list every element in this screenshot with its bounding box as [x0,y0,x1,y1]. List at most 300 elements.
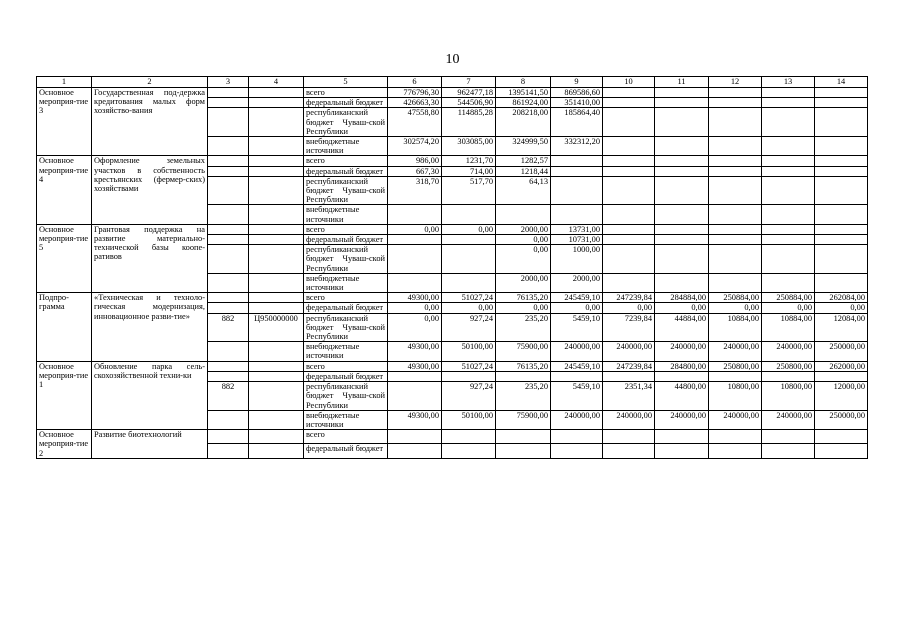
amount-cell: 0,00 [551,303,603,313]
amount-cell [655,444,709,458]
table-row [37,430,868,444]
amount-cell [815,137,868,156]
budget-code-cell [249,430,304,444]
amount-cell: 250884,00 [762,293,815,303]
budget-table [36,76,868,459]
amount-cell [709,245,762,274]
amount-cell: 7239,84 [603,313,655,342]
budget-code-cell [249,88,304,98]
column-number-3: 3 [208,77,249,88]
table-row [37,224,868,234]
column-number-11: 11 [655,77,709,88]
amount-cell [815,166,868,176]
amount-cell: 302574,20 [388,137,442,156]
amount-cell [603,176,655,205]
amount-cell: 0,00 [388,313,442,342]
page-number: 10 [445,52,460,67]
amount-cell: 5459,10 [551,313,603,342]
amount-cell: 0,00 [496,235,551,245]
column-number-13: 13 [762,77,815,88]
amount-cell [709,98,762,108]
amount-cell: 75900,00 [496,410,551,429]
amount-cell [442,273,496,292]
budget-code-cell [249,108,304,137]
table-row [37,293,868,303]
column-number-7: 7 [442,77,496,88]
column-number-9: 9 [551,77,603,88]
grbs-code-cell [208,166,249,176]
amount-cell [762,235,815,245]
budget-code-cell [249,361,304,371]
amount-cell: 517,70 [442,176,496,205]
grbs-code-cell [208,156,249,166]
amount-cell [655,88,709,98]
amount-cell [655,371,709,381]
funding-source-cell: внебюджетные источники [304,205,388,224]
amount-cell: 247239,84 [603,293,655,303]
amount-cell: 114885,28 [442,108,496,137]
amount-cell [442,430,496,444]
amount-cell: 0,00 [815,303,868,313]
amount-cell: 240000,00 [709,342,762,361]
amount-cell: 0,00 [388,303,442,313]
budget-code-cell [249,137,304,156]
amount-cell: 284800,00 [655,361,709,371]
amount-cell: 250884,00 [709,293,762,303]
funding-source-cell: республиканский бюджет Чуваш-ской Республики [304,176,388,205]
amount-cell: 240000,00 [655,410,709,429]
activity-type-cell: Основное мероприя-тие 4 [37,156,92,224]
amount-cell: 927,24 [442,313,496,342]
grbs-code-cell: 882 [208,382,249,411]
activity-type-cell: Основное мероприя-тие 5 [37,224,92,292]
amount-cell [815,235,868,245]
amount-cell: 240000,00 [709,410,762,429]
amount-cell: 10731,00 [551,235,603,245]
amount-cell: 262084,00 [815,293,868,303]
amount-cell: 2351,34 [603,382,655,411]
amount-cell [815,273,868,292]
funding-source-cell: республиканский бюджет Чуваш-ской Республики [304,382,388,411]
amount-cell [388,235,442,245]
funding-source-cell: федеральный бюджет [304,303,388,313]
amount-cell: 49300,00 [388,342,442,361]
amount-cell: 250000,00 [815,410,868,429]
column-number-1: 1 [37,77,92,88]
amount-cell [603,371,655,381]
amount-cell: 869586,60 [551,88,603,98]
amount-cell [442,205,496,224]
amount-cell: 240000,00 [551,342,603,361]
amount-cell: 50100,00 [442,342,496,361]
amount-cell [762,371,815,381]
amount-cell: 986,00 [388,156,442,166]
column-number-row [37,77,868,88]
table-row [37,88,868,98]
funding-source-cell: федеральный бюджет [304,444,388,458]
amount-cell: 2000,00 [496,224,551,234]
amount-cell: 10800,00 [762,382,815,411]
amount-cell: 1000,00 [551,245,603,274]
funding-source-cell: внебюджетные источники [304,342,388,361]
amount-cell: 245459,10 [551,293,603,303]
budget-code-cell [249,303,304,313]
amount-cell [762,273,815,292]
budget-code-cell [249,293,304,303]
amount-cell: 208218,00 [496,108,551,137]
amount-cell [709,137,762,156]
amount-cell: 544506,90 [442,98,496,108]
amount-cell: 44884,00 [655,313,709,342]
budget-code-cell [249,382,304,411]
amount-cell [709,235,762,245]
grbs-code-cell [208,273,249,292]
amount-cell [603,430,655,444]
amount-cell: 47558,80 [388,108,442,137]
funding-source-cell: всего [304,430,388,444]
amount-cell [551,176,603,205]
amount-cell [762,444,815,458]
amount-cell [709,108,762,137]
column-number-4: 4 [249,77,304,88]
activity-type-cell: Подпро-грамма [37,293,92,361]
amount-cell [388,430,442,444]
amount-cell [603,444,655,458]
budget-code-cell [249,205,304,224]
amount-cell [762,137,815,156]
budget-code-cell [249,444,304,458]
funding-source-cell: всего [304,156,388,166]
amount-cell [815,430,868,444]
amount-cell: 250800,00 [762,361,815,371]
amount-cell [709,273,762,292]
activity-name-cell: Государственная под-держка кредитования малых форм хозяйство-вания [92,88,208,156]
amount-cell: 13731,00 [551,224,603,234]
funding-source-cell: всего [304,224,388,234]
amount-cell: 50100,00 [442,410,496,429]
amount-cell [388,444,442,458]
activity-name-cell: Оформление земельных участков в собственность крестьянских (фермер-ских) хозяйствами [92,156,208,224]
funding-source-cell: всего [304,361,388,371]
activity-type-cell: Основное мероприя-тие 1 [37,361,92,429]
activity-name-cell: Грантовая поддержка на развитие материально-технической базы коопе-ративов [92,224,208,292]
amount-cell [709,371,762,381]
amount-cell [762,430,815,444]
amount-cell [603,137,655,156]
amount-cell: 1231,70 [442,156,496,166]
funding-source-cell: федеральный бюджет [304,166,388,176]
amount-cell [815,245,868,274]
amount-cell: 49300,00 [388,361,442,371]
budget-code-cell [249,224,304,234]
amount-cell [655,224,709,234]
amount-cell: 0,00 [603,303,655,313]
budget-code-cell [249,410,304,429]
amount-cell: 235,20 [496,313,551,342]
grbs-code-cell [208,235,249,245]
amount-cell: 262000,00 [815,361,868,371]
amount-cell [815,156,868,166]
budget-code-cell [249,342,304,361]
amount-cell [388,273,442,292]
grbs-code-cell [208,98,249,108]
activity-name-cell: «Техническая и техноло-гическая модернизация, инновационное разви-тие» [92,293,208,361]
amount-cell [603,156,655,166]
amount-cell: 247239,84 [603,361,655,371]
amount-cell: 284884,00 [655,293,709,303]
amount-cell [603,98,655,108]
column-number-5: 5 [304,77,388,88]
amount-cell: 76135,20 [496,293,551,303]
amount-cell: 51027,24 [442,293,496,303]
amount-cell [762,98,815,108]
amount-cell [762,166,815,176]
amount-cell [655,156,709,166]
table-row [37,156,868,166]
amount-cell: 12084,00 [815,313,868,342]
funding-source-cell: республиканский бюджет Чуваш-ской Республики [304,108,388,137]
amount-cell [655,98,709,108]
amount-cell [815,444,868,458]
amount-cell [709,166,762,176]
amount-cell [655,176,709,205]
amount-cell: 76135,20 [496,361,551,371]
amount-cell [551,205,603,224]
amount-cell: 2000,00 [551,273,603,292]
grbs-code-cell [208,342,249,361]
amount-cell: 10884,00 [709,313,762,342]
amount-cell: 776796,30 [388,88,442,98]
amount-cell [496,205,551,224]
funding-source-cell: федеральный бюджет [304,98,388,108]
amount-cell: 49300,00 [388,293,442,303]
budget-code-cell [249,166,304,176]
amount-cell [709,224,762,234]
amount-cell: 240000,00 [655,342,709,361]
grbs-code-cell [208,410,249,429]
amount-cell: 351410,00 [551,98,603,108]
amount-cell [496,371,551,381]
amount-cell [603,88,655,98]
funding-source-cell: республиканский бюджет Чуваш-ской Республики [304,313,388,342]
funding-source-cell: внебюджетные источники [304,137,388,156]
amount-cell [815,98,868,108]
amount-cell [603,245,655,274]
amount-cell [603,273,655,292]
amount-cell [762,205,815,224]
amount-cell [762,224,815,234]
amount-cell [815,88,868,98]
grbs-code-cell [208,361,249,371]
amount-cell: 10884,00 [762,313,815,342]
amount-cell: 185864,40 [551,108,603,137]
amount-cell [815,224,868,234]
grbs-code-cell [208,444,249,458]
funding-source-cell: федеральный бюджет [304,371,388,381]
amount-cell: 927,24 [442,382,496,411]
grbs-code-cell [208,137,249,156]
amount-cell [603,205,655,224]
amount-cell: 426663,30 [388,98,442,108]
table-body [37,88,868,459]
amount-cell [762,176,815,205]
budget-code-cell [249,156,304,166]
grbs-code-cell [208,293,249,303]
grbs-code-cell [208,371,249,381]
amount-cell [655,245,709,274]
grbs-code-cell [208,205,249,224]
column-number-14: 14 [815,77,868,88]
table-row [37,361,868,371]
column-number-8: 8 [496,77,551,88]
activity-name-cell: Развитие биотехнологий [92,430,208,459]
funding-source-cell: республиканский бюджет Чуваш-ской Республики [304,245,388,274]
amount-cell [388,205,442,224]
amount-cell: 12000,00 [815,382,868,411]
amount-cell [762,156,815,166]
amount-cell [655,205,709,224]
amount-cell [551,156,603,166]
amount-cell: 714,00 [442,166,496,176]
amount-cell [603,235,655,245]
amount-cell [551,166,603,176]
budget-code-cell: Ц950000000 [249,313,304,342]
amount-cell [762,108,815,137]
amount-cell [603,166,655,176]
amount-cell: 240000,00 [762,410,815,429]
amount-cell: 240000,00 [603,410,655,429]
amount-cell [709,430,762,444]
amount-cell: 0,00 [442,303,496,313]
grbs-code-cell [208,176,249,205]
funding-source-cell: внебюджетные источники [304,273,388,292]
amount-cell [551,371,603,381]
budget-code-cell [249,273,304,292]
amount-cell: 2000,00 [496,273,551,292]
amount-cell: 861924,00 [496,98,551,108]
amount-cell: 0,00 [709,303,762,313]
amount-cell [655,166,709,176]
amount-cell: 240000,00 [762,342,815,361]
amount-cell: 1218,44 [496,166,551,176]
amount-cell [496,430,551,444]
amount-cell: 49300,00 [388,410,442,429]
amount-cell: 245459,10 [551,361,603,371]
amount-cell: 962477,18 [442,88,496,98]
amount-cell: 0,00 [496,245,551,274]
funding-source-cell: федеральный бюджет [304,235,388,245]
amount-cell: 1395141,50 [496,88,551,98]
amount-cell [603,108,655,137]
amount-cell [709,444,762,458]
budget-code-cell [249,245,304,274]
amount-cell [655,137,709,156]
grbs-code-cell [208,303,249,313]
amount-cell [603,224,655,234]
amount-cell: 64,13 [496,176,551,205]
amount-cell: 75900,00 [496,342,551,361]
amount-cell [655,235,709,245]
funding-source-cell: внебюджетные источники [304,410,388,429]
amount-cell: 0,00 [388,224,442,234]
amount-cell: 44800,00 [655,382,709,411]
activity-name-cell: Обновление парка сель-скохозяйственной техни-ки [92,361,208,429]
amount-cell [655,430,709,444]
amount-cell [709,88,762,98]
budget-code-cell [249,235,304,245]
grbs-code-cell [208,224,249,234]
amount-cell [442,245,496,274]
amount-cell: 240000,00 [603,342,655,361]
activity-type-cell: Основное мероприя-тие 3 [37,88,92,156]
amount-cell: 0,00 [655,303,709,313]
budget-code-cell [249,98,304,108]
amount-cell [655,273,709,292]
amount-cell [709,205,762,224]
amount-cell: 0,00 [762,303,815,313]
amount-cell: 250800,00 [709,361,762,371]
grbs-code-cell [208,108,249,137]
amount-cell: 0,00 [442,224,496,234]
amount-cell [655,108,709,137]
grbs-code-cell: 882 [208,313,249,342]
amount-cell: 0,00 [496,303,551,313]
grbs-code-cell [208,245,249,274]
amount-cell [551,430,603,444]
amount-cell: 303085,00 [442,137,496,156]
column-number-10: 10 [603,77,655,88]
amount-cell: 240000,00 [551,410,603,429]
amount-cell: 318,70 [388,176,442,205]
funding-source-cell: всего [304,88,388,98]
amount-cell: 10800,00 [709,382,762,411]
amount-cell [442,371,496,381]
grbs-code-cell [208,430,249,444]
funding-source-cell: всего [304,293,388,303]
amount-cell [709,176,762,205]
amount-cell: 235,20 [496,382,551,411]
column-number-6: 6 [388,77,442,88]
amount-cell [762,88,815,98]
grbs-code-cell [208,88,249,98]
amount-cell [496,444,551,458]
amount-cell: 5459,10 [551,382,603,411]
column-number-2: 2 [92,77,208,88]
amount-cell [709,156,762,166]
amount-cell: 250000,00 [815,342,868,361]
amount-cell [815,176,868,205]
amount-cell [551,444,603,458]
amount-cell [815,108,868,137]
amount-cell [815,205,868,224]
column-number-12: 12 [709,77,762,88]
amount-cell: 51027,24 [442,361,496,371]
amount-cell [442,444,496,458]
amount-cell: 667,30 [388,166,442,176]
amount-cell [388,245,442,274]
amount-cell [388,371,442,381]
amount-cell: 332312,20 [551,137,603,156]
amount-cell [388,382,442,411]
amount-cell: 324999,50 [496,137,551,156]
amount-cell [442,235,496,245]
amount-cell [762,245,815,274]
amount-cell [815,371,868,381]
budget-code-cell [249,371,304,381]
budget-code-cell [249,176,304,205]
amount-cell: 1282,57 [496,156,551,166]
activity-type-cell: Основное мероприя-тие 2 [37,430,92,459]
